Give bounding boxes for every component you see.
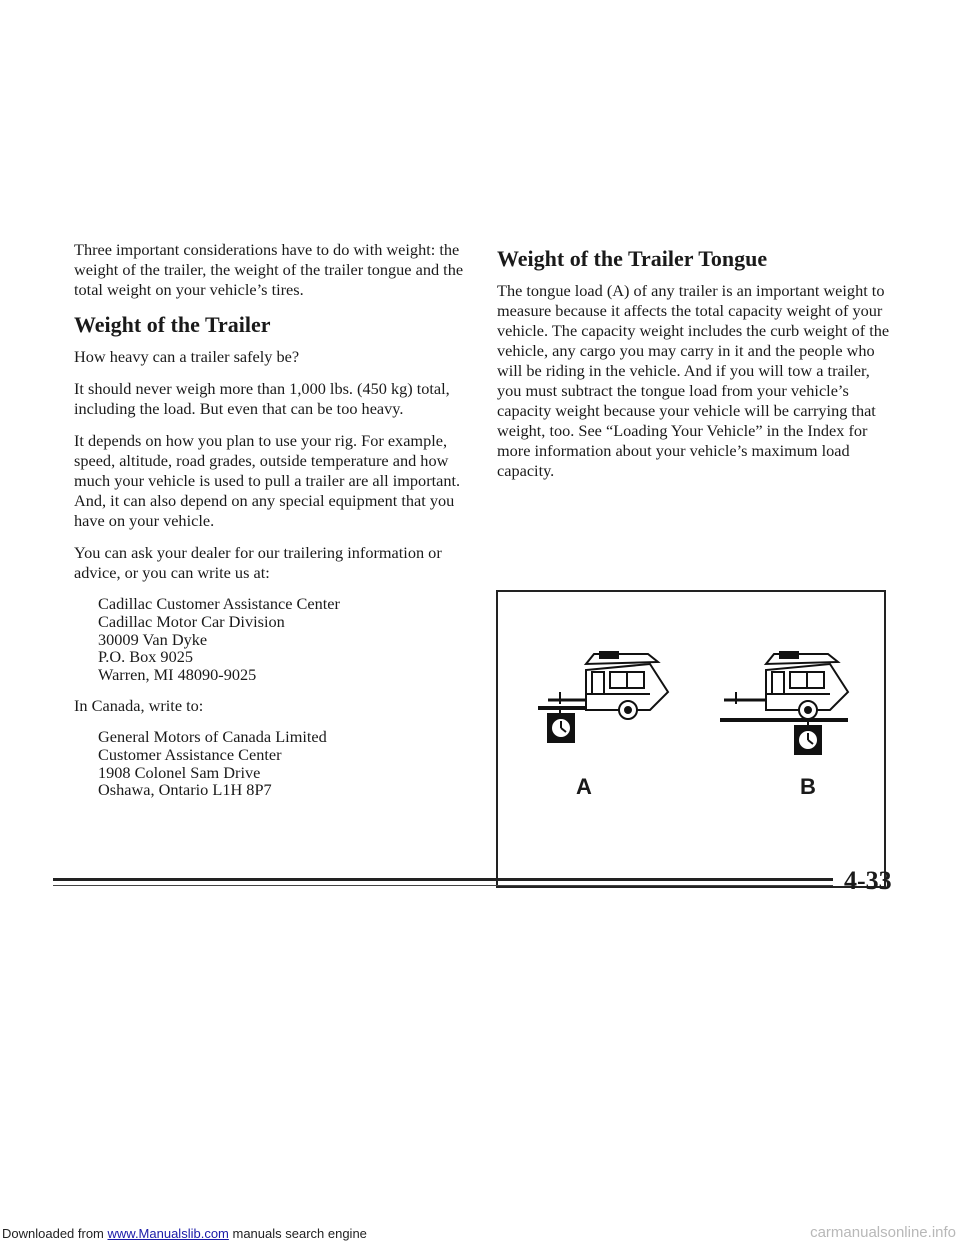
trailer-tongue-figure — [496, 590, 886, 888]
heading-weight-of-trailer: Weight of the Trailer — [74, 312, 271, 337]
paragraph-how-heavy: How heavy can a trailer safely be? — [74, 347, 300, 366]
footer-rule-thin — [53, 885, 833, 886]
canada-address — [98, 728, 466, 799]
address-line: Customer Assistance Center — [98, 744, 282, 764]
figure-label-a: A — [576, 774, 592, 799]
address-line: Cadillac Customer Assistance Center — [98, 594, 340, 613]
canada-intro: In Canada, write to: — [74, 695, 204, 715]
manualslib-link[interactable]: www.Manualslib.com — [107, 1226, 229, 1241]
trailer-b-drawing — [720, 652, 848, 754]
address-line: 1908 Colonel Sam Drive — [98, 762, 261, 782]
paragraph-ask-dealer: You can ask your dealer for our trailering information or advice, or you can write us at: — [74, 543, 442, 582]
address-line: Warren, MI 48090-9025 — [98, 665, 257, 685]
trailer-illustration — [498, 592, 884, 886]
address-line: 30009 Van Dyke — [98, 629, 208, 649]
paragraph-depends: It depends on how you plan to use your rig. For example, speed, altitude, road grades, outside temperature and how much your vehicle is used to pull a trailer are all important. And, it can also depend on any special equipment that you have on your vehicle. — [74, 431, 461, 530]
paragraph-tongue-load: The tongue load (A) of any trailer is an important weight to measure because it affects the total capacity weight of your vehicle. The capacity weight includes the curb weight of the vehicle, any cargo you may carry in it and the people who will be riding in the vehicle. And if you will tow a trailer, you must subtract the tongue load from your vehicle’s capacity weight because your vehicle will be carrying that weight, too. See “Loading Your Vehicle” in the Index for more information about your vehicle’s maximum load capacity. — [497, 281, 890, 480]
trailer-a-drawing — [538, 652, 668, 742]
left-column — [74, 240, 466, 811]
address-line: Oshawa, Ontario L1H 8P7 — [98, 780, 272, 800]
us-address — [98, 595, 466, 684]
footer-prefix: Downloaded from — [2, 1226, 108, 1241]
watermark: carmanualsonline.info — [810, 1224, 956, 1241]
address-line: General Motors of Canada Limited — [98, 726, 327, 746]
right-column — [497, 244, 892, 493]
footer-rule — [53, 878, 833, 881]
intro-paragraph: Three important considerations have to do with weight: the weight of the trailer, the weight of the trailer tongue and the total weight on your vehicle’s tires. — [74, 240, 464, 299]
heading-weight-of-tongue: Weight of the Trailer Tongue — [497, 246, 768, 271]
footer-suffix: manuals search engine — [228, 1226, 367, 1241]
figure-label-b: B — [800, 774, 816, 799]
page-number: 4-33 — [844, 866, 892, 895]
download-footer — [2, 1226, 367, 1241]
paragraph-never-weigh: It should never weigh more than 1,000 lbs. (450 kg) total, including the load. But even that can be too heavy. — [74, 379, 450, 418]
address-line: P.O. Box 9025 — [98, 647, 193, 667]
address-line: Cadillac Motor Car Division — [98, 611, 285, 631]
